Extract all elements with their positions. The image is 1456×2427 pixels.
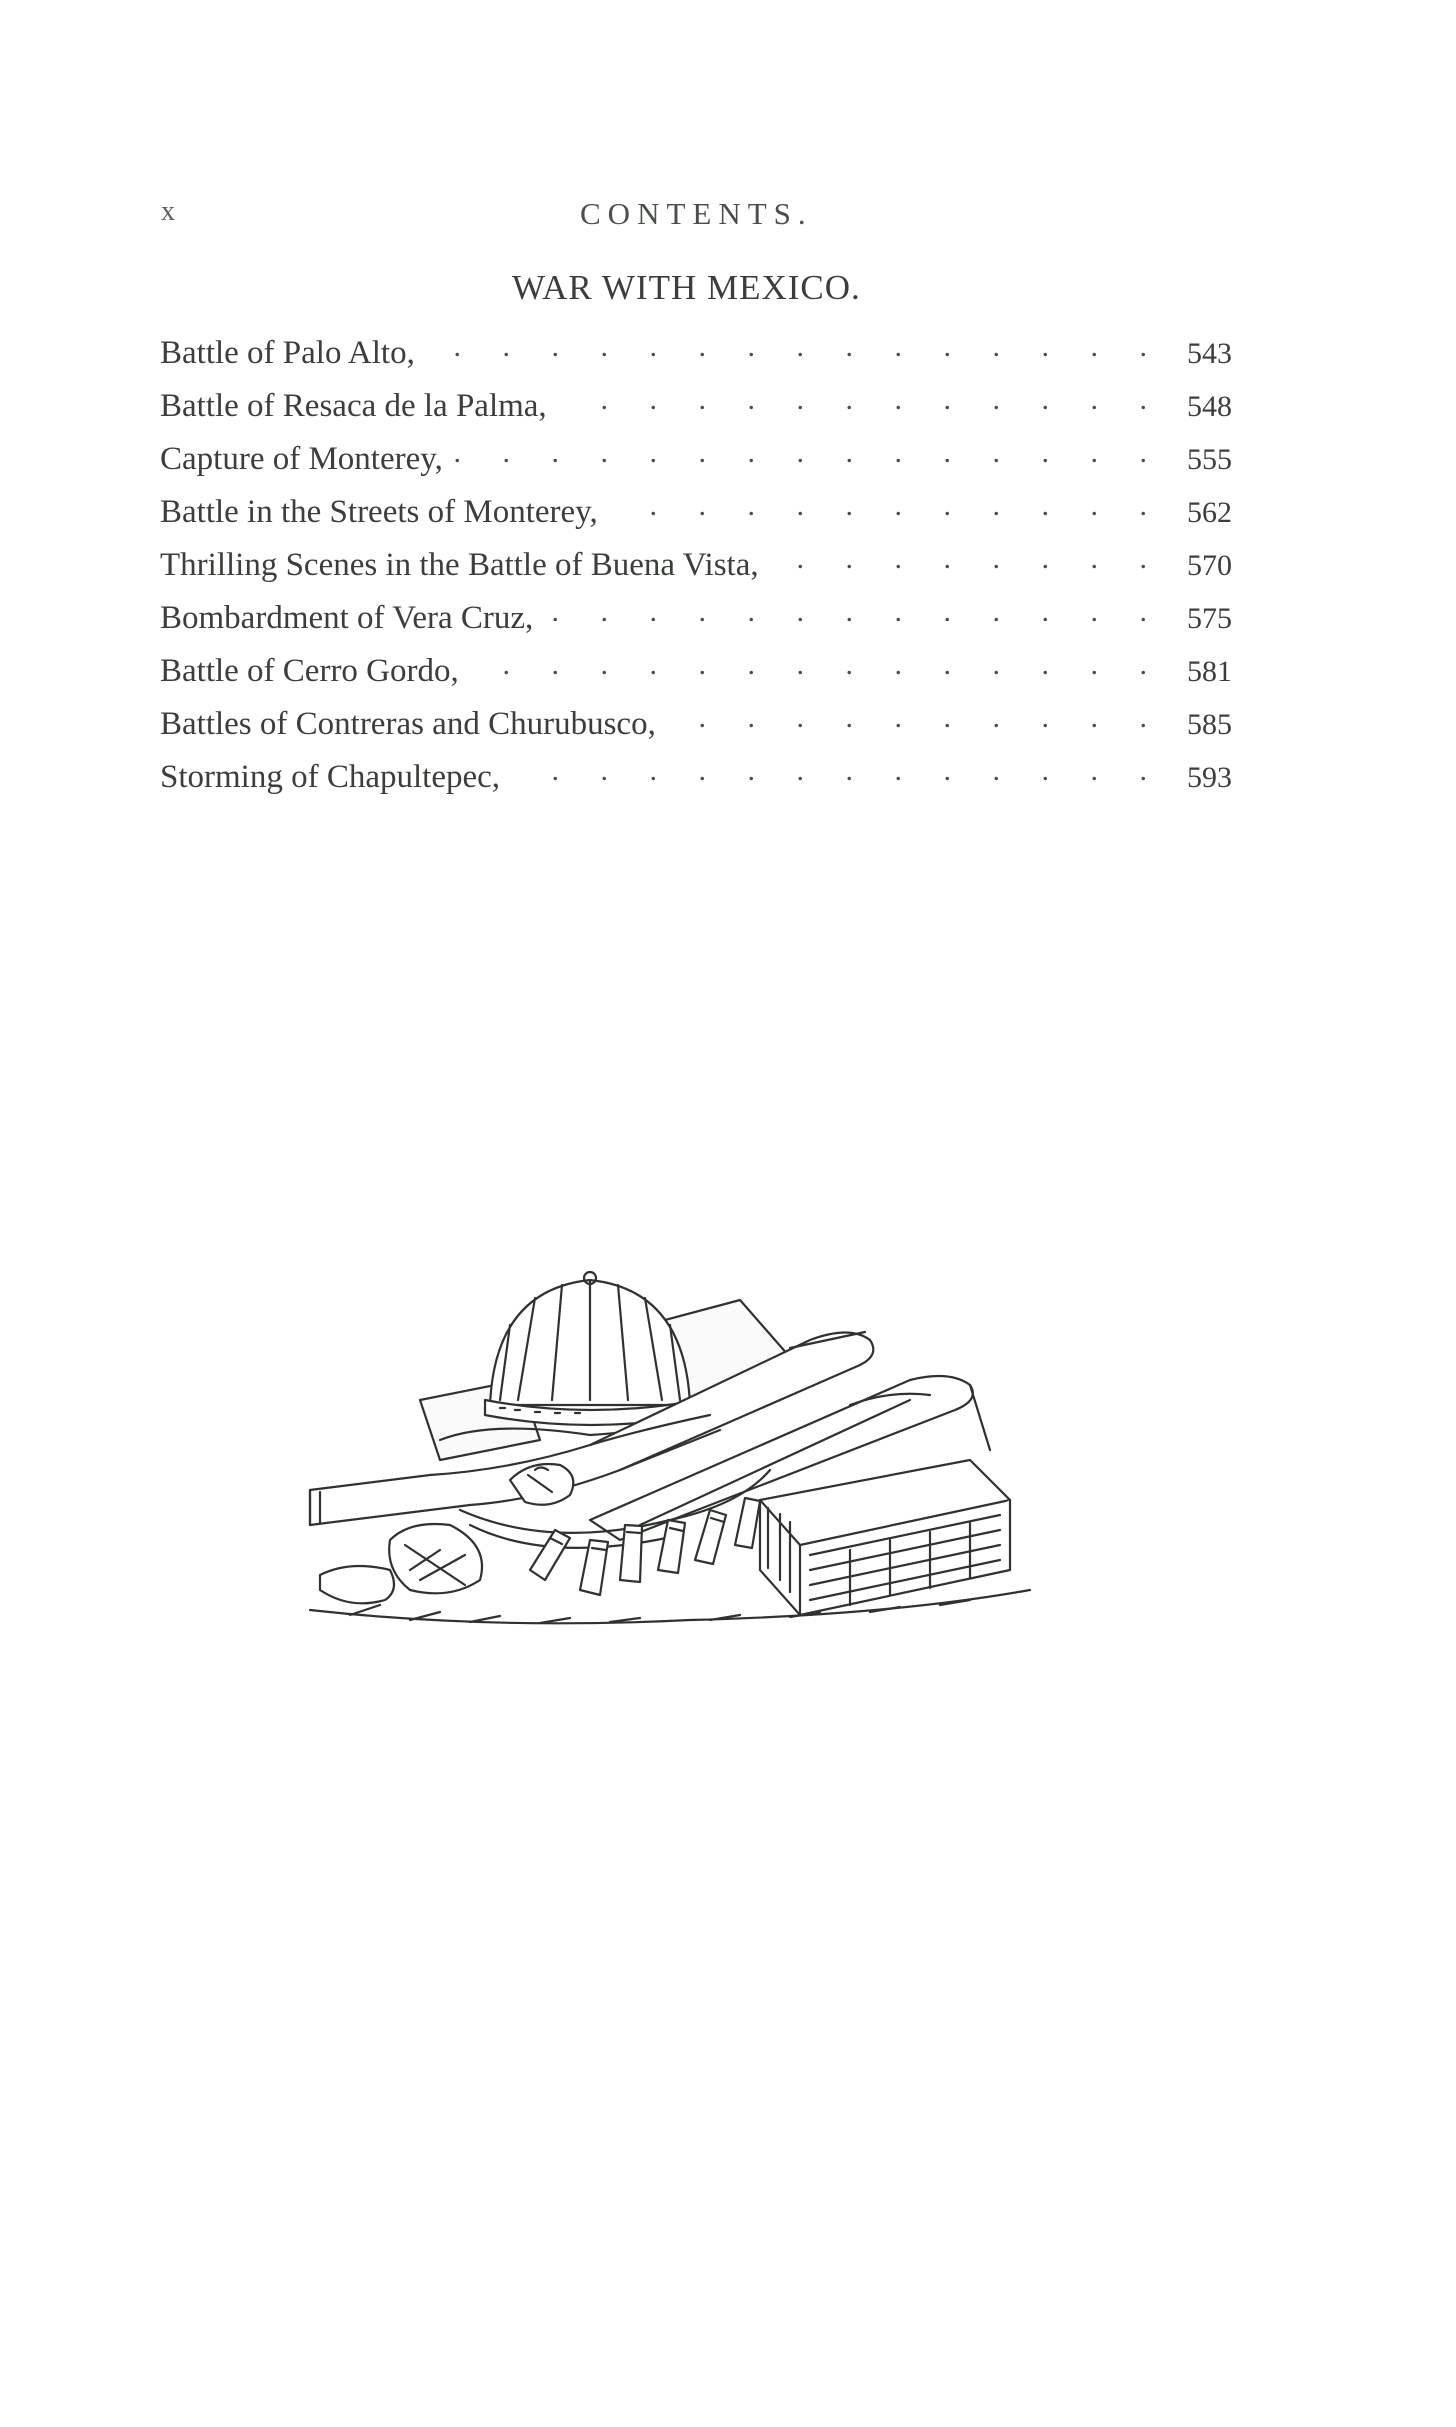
leader-dots (545, 595, 1164, 628)
toc-entry-page: 581 (1187, 655, 1232, 688)
leader-dots (559, 383, 1164, 416)
military-trophy-vignette-icon (290, 1270, 1090, 1690)
toc-entry-page: 593 (1187, 761, 1232, 794)
toc-entry-page: 570 (1187, 549, 1232, 582)
toc-entry-page: 548 (1187, 390, 1232, 423)
toc-entry (160, 701, 1232, 754)
toc-entry-title: Thrilling Scenes in the Battle of Buena Vista, (160, 547, 759, 583)
page-number: x (161, 196, 176, 227)
leader-dots (610, 489, 1164, 522)
running-head: CONTENTS. (580, 196, 813, 231)
leader-dots (512, 754, 1164, 787)
toc-entry (160, 436, 1232, 489)
toc-entry-title: Battle of Cerro Gordo, (160, 653, 459, 689)
toc-entry-title: Capture of Monterey, (160, 441, 443, 477)
toc-entry-title: Battles of Contreras and Churubusco, (160, 706, 656, 742)
toc-entry-title: Battle of Resaca de la Palma, (160, 388, 547, 424)
toc-entry (160, 383, 1232, 436)
toc-entry (160, 542, 1232, 595)
toc-entry (160, 754, 1232, 807)
toc-entry-page: 555 (1187, 443, 1232, 476)
toc-entry-title: Battle of Palo Alto, (160, 335, 415, 371)
leader-dots (471, 648, 1164, 681)
toc-entry (160, 648, 1232, 701)
toc-entry-page: 543 (1187, 337, 1232, 370)
leader-dots (668, 701, 1164, 734)
toc-entry-title: Battle in the Streets of Monterey, (160, 494, 598, 530)
toc-entry (160, 595, 1232, 648)
toc-entry-title: Storming of Chapultepec, (160, 759, 501, 795)
section-title: WAR WITH MEXICO. (512, 268, 861, 307)
toc-entry-page: 575 (1187, 602, 1232, 635)
toc-entry-page: 562 (1187, 496, 1232, 529)
toc-entry-page: 585 (1187, 708, 1232, 741)
toc-entry-title: Bombardment of Vera Cruz, (160, 600, 534, 636)
table-of-contents (160, 330, 1232, 807)
leader-dots (427, 330, 1164, 363)
leader-dots (771, 542, 1164, 575)
toc-entry (160, 489, 1232, 542)
leader-dots (455, 436, 1164, 469)
toc-entry (160, 330, 1232, 383)
